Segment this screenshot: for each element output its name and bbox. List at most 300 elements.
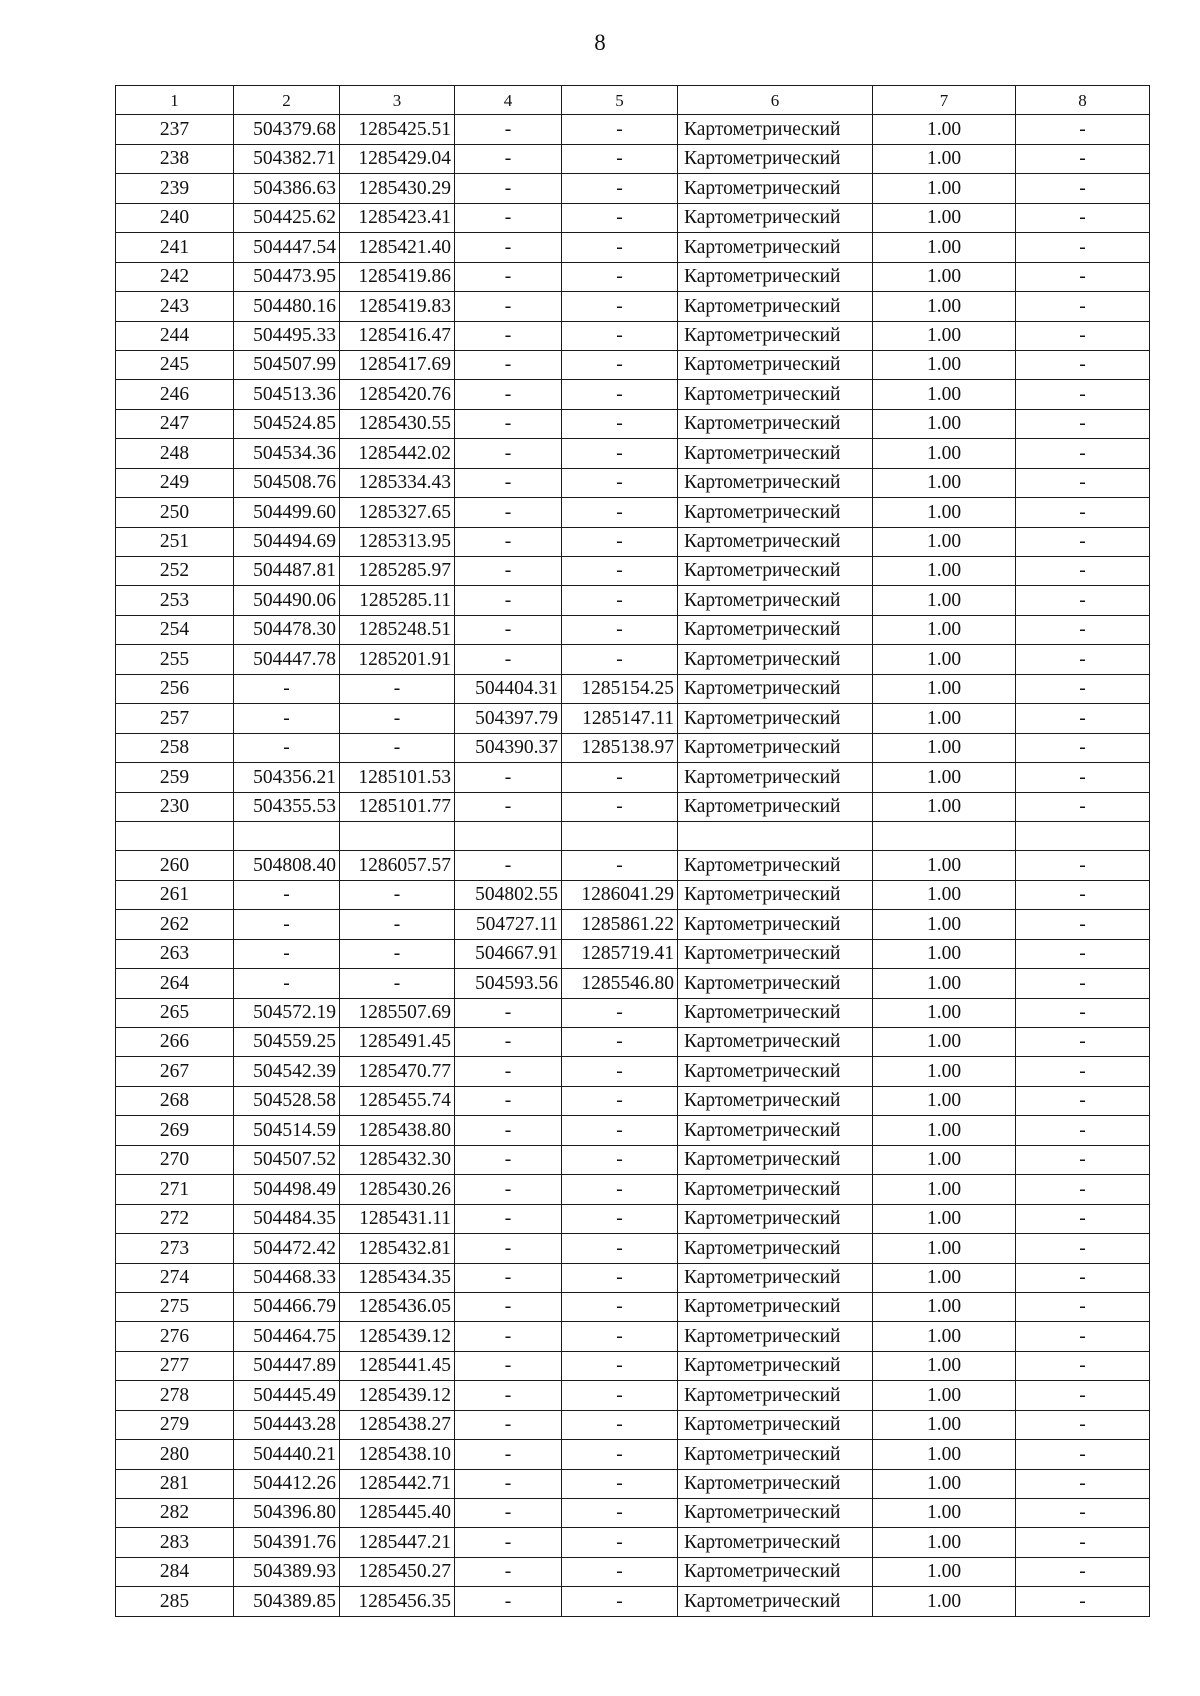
point-number-cell: 275 (116, 1292, 234, 1321)
x-alt-coordinate-cell: - (455, 350, 562, 379)
x-coordinate-cell: 504389.85 (234, 1587, 340, 1616)
y-alt-coordinate-cell: - (562, 1028, 678, 1057)
y-coordinate-cell: 1285285.11 (340, 586, 455, 615)
point-number-cell: 261 (116, 880, 234, 909)
y-alt-coordinate-cell: - (562, 1410, 678, 1439)
method-cell: Картометрический (678, 674, 873, 703)
method-cell: Картометрический (678, 1116, 873, 1145)
x-coordinate-cell: 504499.60 (234, 498, 340, 527)
y-alt-coordinate-cell: - (562, 1234, 678, 1263)
y-alt-coordinate-cell: - (562, 1381, 678, 1410)
table-row (116, 851, 1150, 880)
x-alt-coordinate-cell: - (455, 1204, 562, 1233)
x-coordinate-cell: 504447.78 (234, 645, 340, 674)
x-coordinate-cell: 504382.71 (234, 144, 340, 173)
x-alt-coordinate-cell: - (455, 144, 562, 173)
table-row (116, 292, 1150, 321)
x-coordinate-cell: 504528.58 (234, 1086, 340, 1115)
y-coordinate-cell: 1285101.77 (340, 792, 455, 821)
x-coordinate-cell: 504542.39 (234, 1057, 340, 1086)
x-alt-coordinate-cell: 504404.31 (455, 674, 562, 703)
x-alt-coordinate-cell: - (455, 203, 562, 232)
point-number-cell: 280 (116, 1440, 234, 1469)
y-coordinate-cell: 1285438.10 (340, 1440, 455, 1469)
method-cell: Картометрический (678, 792, 873, 821)
method-cell: Картометрический (678, 1440, 873, 1469)
y-alt-coordinate-cell: - (562, 1322, 678, 1351)
note-cell: - (1016, 262, 1150, 291)
y-coordinate-cell: 1285430.55 (340, 409, 455, 438)
method-cell: Картометрический (678, 233, 873, 262)
point-number-cell: 248 (116, 439, 234, 468)
column-header: 4 (455, 86, 562, 115)
y-coordinate-cell: 1285439.12 (340, 1381, 455, 1410)
point-number-cell: 243 (116, 292, 234, 321)
table-row (116, 939, 1150, 968)
x-coordinate-cell: 504478.30 (234, 615, 340, 644)
x-coordinate-cell: 504507.52 (234, 1145, 340, 1174)
note-cell: - (1016, 557, 1150, 586)
accuracy-cell: 1.00 (873, 763, 1016, 792)
y-coordinate-cell: 1285419.83 (340, 292, 455, 321)
point-number-cell: 270 (116, 1145, 234, 1174)
x-coordinate-cell: 504425.62 (234, 203, 340, 232)
x-alt-coordinate-cell: - (455, 1381, 562, 1410)
table-row (116, 174, 1150, 203)
y-alt-coordinate-cell: - (562, 380, 678, 409)
x-coordinate-cell (234, 821, 340, 850)
x-alt-coordinate-cell: - (455, 1587, 562, 1616)
table-row (116, 203, 1150, 232)
accuracy-cell: 1.00 (873, 174, 1016, 203)
y-coordinate-cell: 1285429.04 (340, 144, 455, 173)
accuracy-cell: 1.00 (873, 468, 1016, 497)
x-coordinate-cell: 504389.93 (234, 1557, 340, 1586)
x-coordinate-cell: 504356.21 (234, 763, 340, 792)
x-alt-coordinate-cell: - (455, 763, 562, 792)
accuracy-cell: 1.00 (873, 203, 1016, 232)
point-number-cell: 268 (116, 1086, 234, 1115)
accuracy-cell: 1.00 (873, 1587, 1016, 1616)
point-number-cell: 237 (116, 115, 234, 144)
note-cell: - (1016, 1116, 1150, 1145)
y-coordinate-cell: 1285101.53 (340, 763, 455, 792)
table-header-row (116, 86, 1150, 115)
point-number-cell: 257 (116, 704, 234, 733)
point-number-cell: 239 (116, 174, 234, 203)
note-cell: - (1016, 409, 1150, 438)
x-alt-coordinate-cell: - (455, 468, 562, 497)
note-cell: - (1016, 645, 1150, 674)
table-body (116, 115, 1150, 1616)
column-header: 2 (234, 86, 340, 115)
x-coordinate-cell: 504508.76 (234, 468, 340, 497)
accuracy-cell: 1.00 (873, 1057, 1016, 1086)
point-number-cell: 263 (116, 939, 234, 968)
x-alt-coordinate-cell: - (455, 233, 562, 262)
table-row (116, 1410, 1150, 1439)
accuracy-cell: 1.00 (873, 998, 1016, 1027)
point-number-cell: 269 (116, 1116, 234, 1145)
y-coordinate-cell: 1285425.51 (340, 115, 455, 144)
note-cell: - (1016, 1440, 1150, 1469)
point-number-cell: 276 (116, 1322, 234, 1351)
note-cell: - (1016, 527, 1150, 556)
y-alt-coordinate-cell: - (562, 1116, 678, 1145)
method-cell: Картометрический (678, 704, 873, 733)
y-alt-coordinate-cell: - (562, 851, 678, 880)
y-coordinate-cell (340, 821, 455, 850)
y-coordinate-cell: - (340, 674, 455, 703)
table-row (116, 350, 1150, 379)
note-cell: - (1016, 350, 1150, 379)
accuracy-cell: 1.00 (873, 1204, 1016, 1233)
x-alt-coordinate-cell: 504397.79 (455, 704, 562, 733)
x-coordinate-cell: 504495.33 (234, 321, 340, 350)
note-cell: - (1016, 969, 1150, 998)
x-coordinate-cell: - (234, 939, 340, 968)
method-cell: Картометрический (678, 439, 873, 468)
method-cell: Картометрический (678, 557, 873, 586)
x-alt-coordinate-cell: - (455, 1116, 562, 1145)
method-cell: Картометрический (678, 203, 873, 232)
x-alt-coordinate-cell: - (455, 1528, 562, 1557)
y-alt-coordinate-cell: - (562, 586, 678, 615)
x-coordinate-cell: 504466.79 (234, 1292, 340, 1321)
x-coordinate-cell: 504514.59 (234, 1116, 340, 1145)
method-cell: Картометрический (678, 645, 873, 674)
note-cell: - (1016, 1557, 1150, 1586)
method-cell: Картометрический (678, 939, 873, 968)
x-coordinate-cell: 504473.95 (234, 262, 340, 291)
point-number-cell: 260 (116, 851, 234, 880)
y-alt-coordinate-cell: - (562, 115, 678, 144)
table-row (116, 880, 1150, 909)
x-alt-coordinate-cell: - (455, 1175, 562, 1204)
x-coordinate-cell: 504464.75 (234, 1322, 340, 1351)
method-cell: Картометрический (678, 1469, 873, 1498)
point-number-cell: 255 (116, 645, 234, 674)
note-cell: - (1016, 1145, 1150, 1174)
y-alt-coordinate-cell: - (562, 292, 678, 321)
y-coordinate-cell: 1285439.12 (340, 1322, 455, 1351)
accuracy-cell: 1.00 (873, 1234, 1016, 1263)
table-row (116, 763, 1150, 792)
accuracy-cell: 1.00 (873, 233, 1016, 262)
x-coordinate-cell: - (234, 969, 340, 998)
point-number-cell: 282 (116, 1499, 234, 1528)
table-row (116, 1086, 1150, 1115)
y-alt-coordinate-cell: - (562, 1086, 678, 1115)
point-number-cell: 241 (116, 233, 234, 262)
accuracy-cell: 1.00 (873, 1292, 1016, 1321)
note-cell: - (1016, 763, 1150, 792)
accuracy-cell: 1.00 (873, 1410, 1016, 1439)
x-alt-coordinate-cell (455, 821, 562, 850)
table-row (116, 1263, 1150, 1292)
table-row (116, 1351, 1150, 1380)
x-alt-coordinate-cell: - (455, 439, 562, 468)
table-row (116, 321, 1150, 350)
x-alt-coordinate-cell: - (455, 1469, 562, 1498)
y-coordinate-cell: 1285417.69 (340, 350, 455, 379)
accuracy-cell: 1.00 (873, 380, 1016, 409)
accuracy-cell: 1.00 (873, 733, 1016, 762)
method-cell: Картометрический (678, 763, 873, 792)
note-cell: - (1016, 1204, 1150, 1233)
method-cell (678, 821, 873, 850)
x-coordinate-cell: - (234, 880, 340, 909)
table-row (116, 1028, 1150, 1057)
x-alt-coordinate-cell: - (455, 998, 562, 1027)
method-cell: Картометрический (678, 851, 873, 880)
point-number-cell: 279 (116, 1410, 234, 1439)
x-coordinate-cell: 504487.81 (234, 557, 340, 586)
point-number-cell: 256 (116, 674, 234, 703)
x-alt-coordinate-cell: - (455, 645, 562, 674)
y-coordinate-cell: 1285491.45 (340, 1028, 455, 1057)
x-alt-coordinate-cell: - (455, 1234, 562, 1263)
method-cell: Картометрический (678, 910, 873, 939)
method-cell: Картометрический (678, 1175, 873, 1204)
table-row (116, 733, 1150, 762)
x-coordinate-cell: 504534.36 (234, 439, 340, 468)
x-alt-coordinate-cell: - (455, 1145, 562, 1174)
table-row (116, 1499, 1150, 1528)
x-coordinate-cell: 504447.54 (234, 233, 340, 262)
x-coordinate-cell: 504443.28 (234, 1410, 340, 1439)
y-alt-coordinate-cell: 1285719.41 (562, 939, 678, 968)
table-row (116, 380, 1150, 409)
accuracy-cell: 1.00 (873, 262, 1016, 291)
note-cell: - (1016, 292, 1150, 321)
y-alt-coordinate-cell: - (562, 1057, 678, 1086)
y-coordinate-cell: 1285416.47 (340, 321, 455, 350)
y-alt-coordinate-cell: - (562, 233, 678, 262)
accuracy-cell: 1.00 (873, 969, 1016, 998)
accuracy-cell: 1.00 (873, 910, 1016, 939)
table-row (116, 468, 1150, 497)
x-coordinate-cell: 504494.69 (234, 527, 340, 556)
note-cell: - (1016, 115, 1150, 144)
accuracy-cell: 1.00 (873, 704, 1016, 733)
method-cell: Картометрический (678, 1410, 873, 1439)
x-alt-coordinate-cell: 504667.91 (455, 939, 562, 968)
x-alt-coordinate-cell: - (455, 1086, 562, 1115)
method-cell: Картометрический (678, 1057, 873, 1086)
point-number-cell: 245 (116, 350, 234, 379)
x-alt-coordinate-cell: - (455, 1410, 562, 1439)
x-coordinate-cell: 504386.63 (234, 174, 340, 203)
note-cell: - (1016, 174, 1150, 203)
x-coordinate-cell: 504440.21 (234, 1440, 340, 1469)
note-cell: - (1016, 380, 1150, 409)
table-row (116, 409, 1150, 438)
point-number-cell: 262 (116, 910, 234, 939)
method-cell: Картометрический (678, 498, 873, 527)
accuracy-cell: 1.00 (873, 674, 1016, 703)
y-alt-coordinate-cell: - (562, 468, 678, 497)
method-cell: Картометрический (678, 1204, 873, 1233)
method-cell: Картометрический (678, 292, 873, 321)
method-cell: Картометрический (678, 174, 873, 203)
y-alt-coordinate-cell: 1285861.22 (562, 910, 678, 939)
table-row (116, 969, 1150, 998)
x-coordinate-cell: 504808.40 (234, 851, 340, 880)
y-alt-coordinate-cell: - (562, 1440, 678, 1469)
method-cell: Картометрический (678, 880, 873, 909)
table-row (116, 674, 1150, 703)
table-row (116, 1175, 1150, 1204)
method-cell: Картометрический (678, 733, 873, 762)
accuracy-cell: 1.00 (873, 292, 1016, 321)
method-cell: Картометрический (678, 1322, 873, 1351)
y-coordinate-cell: 1285442.02 (340, 439, 455, 468)
accuracy-cell: 1.00 (873, 439, 1016, 468)
y-coordinate-cell: 1285420.76 (340, 380, 455, 409)
x-alt-coordinate-cell: 504390.37 (455, 733, 562, 762)
table-row (116, 498, 1150, 527)
note-cell: - (1016, 1263, 1150, 1292)
y-alt-coordinate-cell: - (562, 498, 678, 527)
accuracy-cell: 1.00 (873, 1086, 1016, 1115)
x-coordinate-cell: - (234, 674, 340, 703)
note-cell: - (1016, 203, 1150, 232)
note-cell: - (1016, 1499, 1150, 1528)
y-alt-coordinate-cell: - (562, 1528, 678, 1557)
note-cell: - (1016, 704, 1150, 733)
y-alt-coordinate-cell: - (562, 1351, 678, 1380)
x-alt-coordinate-cell: 504727.11 (455, 910, 562, 939)
x-coordinate-cell: 504513.36 (234, 380, 340, 409)
note-cell: - (1016, 1086, 1150, 1115)
accuracy-cell: 1.00 (873, 409, 1016, 438)
table-row (116, 615, 1150, 644)
accuracy-cell (873, 821, 1016, 850)
x-coordinate-cell: 504559.25 (234, 1028, 340, 1057)
accuracy-cell: 1.00 (873, 615, 1016, 644)
column-header: 5 (562, 86, 678, 115)
note-cell: - (1016, 792, 1150, 821)
column-header: 6 (678, 86, 873, 115)
point-number-cell: 259 (116, 763, 234, 792)
method-cell: Картометрический (678, 1145, 873, 1174)
y-alt-coordinate-cell: - (562, 439, 678, 468)
note-cell: - (1016, 1322, 1150, 1351)
y-coordinate-cell: 1285470.77 (340, 1057, 455, 1086)
y-alt-coordinate-cell: - (562, 1145, 678, 1174)
y-coordinate-cell: 1285432.30 (340, 1145, 455, 1174)
x-alt-coordinate-cell: - (455, 1557, 562, 1586)
note-cell: - (1016, 1057, 1150, 1086)
y-coordinate-cell: 1285431.11 (340, 1204, 455, 1233)
y-alt-coordinate-cell: - (562, 409, 678, 438)
column-header: 8 (1016, 86, 1150, 115)
method-cell: Картометрический (678, 468, 873, 497)
method-cell: Картометрический (678, 1086, 873, 1115)
y-coordinate-cell: 1285419.86 (340, 262, 455, 291)
note-cell: - (1016, 144, 1150, 173)
note-cell: - (1016, 674, 1150, 703)
y-alt-coordinate-cell: - (562, 1263, 678, 1292)
method-cell: Картометрический (678, 1499, 873, 1528)
y-coordinate-cell: 1285447.21 (340, 1528, 455, 1557)
point-number-cell: 264 (116, 969, 234, 998)
note-cell: - (1016, 939, 1150, 968)
accuracy-cell: 1.00 (873, 1528, 1016, 1557)
y-alt-coordinate-cell: - (562, 1292, 678, 1321)
method-cell: Картометрический (678, 380, 873, 409)
point-number-cell: 242 (116, 262, 234, 291)
table-row (116, 1587, 1150, 1616)
x-alt-coordinate-cell: - (455, 1351, 562, 1380)
accuracy-cell: 1.00 (873, 939, 1016, 968)
note-cell: - (1016, 998, 1150, 1027)
accuracy-cell: 1.00 (873, 851, 1016, 880)
y-coordinate-cell: 1285456.35 (340, 1587, 455, 1616)
point-number-cell: 244 (116, 321, 234, 350)
accuracy-cell: 1.00 (873, 1351, 1016, 1380)
y-coordinate-cell: - (340, 939, 455, 968)
note-cell: - (1016, 615, 1150, 644)
coordinates-table (115, 85, 1150, 1617)
y-alt-coordinate-cell: 1285154.25 (562, 674, 678, 703)
y-alt-coordinate-cell: - (562, 1557, 678, 1586)
y-coordinate-cell: 1285313.95 (340, 527, 455, 556)
point-number-cell: 273 (116, 1234, 234, 1263)
y-alt-coordinate-cell: - (562, 321, 678, 350)
x-alt-coordinate-cell: - (455, 262, 562, 291)
table-row (116, 1234, 1150, 1263)
y-alt-coordinate-cell: 1286041.29 (562, 880, 678, 909)
method-cell: Картометрический (678, 321, 873, 350)
point-number-cell: 274 (116, 1263, 234, 1292)
note-cell: - (1016, 498, 1150, 527)
y-coordinate-cell: 1285421.40 (340, 233, 455, 262)
note-cell: - (1016, 1528, 1150, 1557)
y-alt-coordinate-cell: - (562, 1175, 678, 1204)
point-number-cell: 277 (116, 1351, 234, 1380)
point-number-cell: 252 (116, 557, 234, 586)
y-alt-coordinate-cell: - (562, 1469, 678, 1498)
point-number-cell: 250 (116, 498, 234, 527)
x-coordinate-cell: - (234, 733, 340, 762)
x-alt-coordinate-cell: - (455, 498, 562, 527)
x-coordinate-cell: 504391.76 (234, 1528, 340, 1557)
method-cell: Картометрический (678, 615, 873, 644)
y-alt-coordinate-cell: 1285546.80 (562, 969, 678, 998)
table-row (116, 704, 1150, 733)
note-cell: - (1016, 910, 1150, 939)
note-cell: - (1016, 1234, 1150, 1263)
x-coordinate-cell: 504445.49 (234, 1381, 340, 1410)
table-row (116, 233, 1150, 262)
accuracy-cell: 1.00 (873, 321, 1016, 350)
y-coordinate-cell: 1285442.71 (340, 1469, 455, 1498)
accuracy-cell: 1.00 (873, 586, 1016, 615)
column-header: 3 (340, 86, 455, 115)
point-number-cell: 251 (116, 527, 234, 556)
table-row (116, 1292, 1150, 1321)
accuracy-cell: 1.00 (873, 350, 1016, 379)
note-cell: - (1016, 1587, 1150, 1616)
note-cell: - (1016, 439, 1150, 468)
point-number-cell: 267 (116, 1057, 234, 1086)
table-row (116, 821, 1150, 850)
x-coordinate-cell: 504472.42 (234, 1234, 340, 1263)
x-coordinate-cell: 504490.06 (234, 586, 340, 615)
point-number-cell: 285 (116, 1587, 234, 1616)
